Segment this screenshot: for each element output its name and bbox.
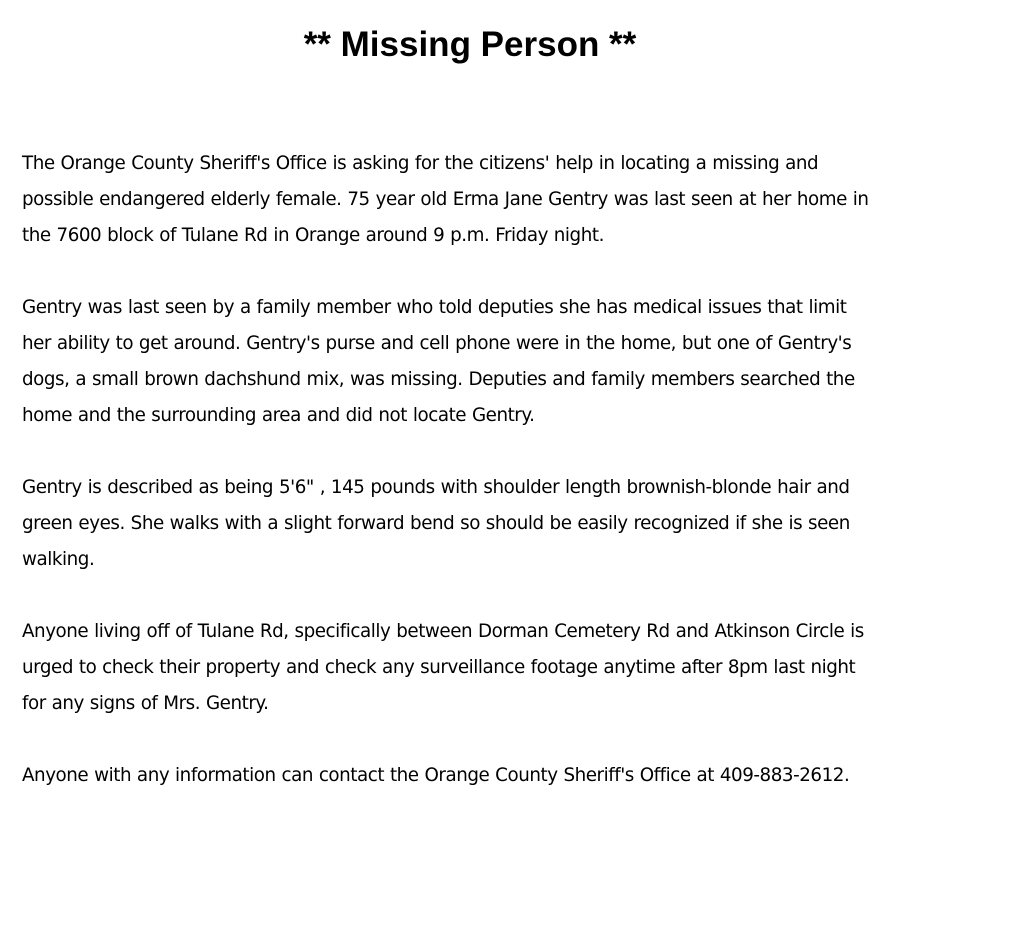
paragraph-area-request: Anyone living off of Tulane Rd, specifically between Dorman Cemetery Rd and Atkinson Circle is urged to check their property and check any surveillance footage anytime after 8pm last night for any signs of Mrs. Gentry. — [22, 621, 864, 714]
paragraph-incident: The Orange County Sheriff's Office is asking for the citizens' help in locating a missing and possible endangered elderly female. 75 year old Erma Jane Gentry was last seen at her home in the 7600 block of Tulane Rd in Orange around 9 p.m. Friday night. — [22, 153, 869, 246]
paragraph-last-seen: Gentry was last seen by a family member who told deputies she has medical issues that limit her ability to get around. Gentry's purse and cell phone were in the home, but one of Gentry's dogs, a small brown dachshund mix, was missing. Deputies and family members searched the home and the surrounding area and did not locate Gentry. — [22, 297, 855, 426]
notice-title: ** Missing Person ** — [303, 25, 637, 64]
notice-body — [22, 146, 1012, 794]
paragraph-contact: Anyone with any information can contact the Orange County Sheriff's Office at 409-883-2612. — [22, 765, 850, 786]
paragraph-description: Gentry is described as being 5'6" , 145 pounds with shoulder length brownish-blonde hair and green eyes. She walks with a slight forward bend so should be easily recognized if she is seen walking. — [22, 477, 850, 570]
